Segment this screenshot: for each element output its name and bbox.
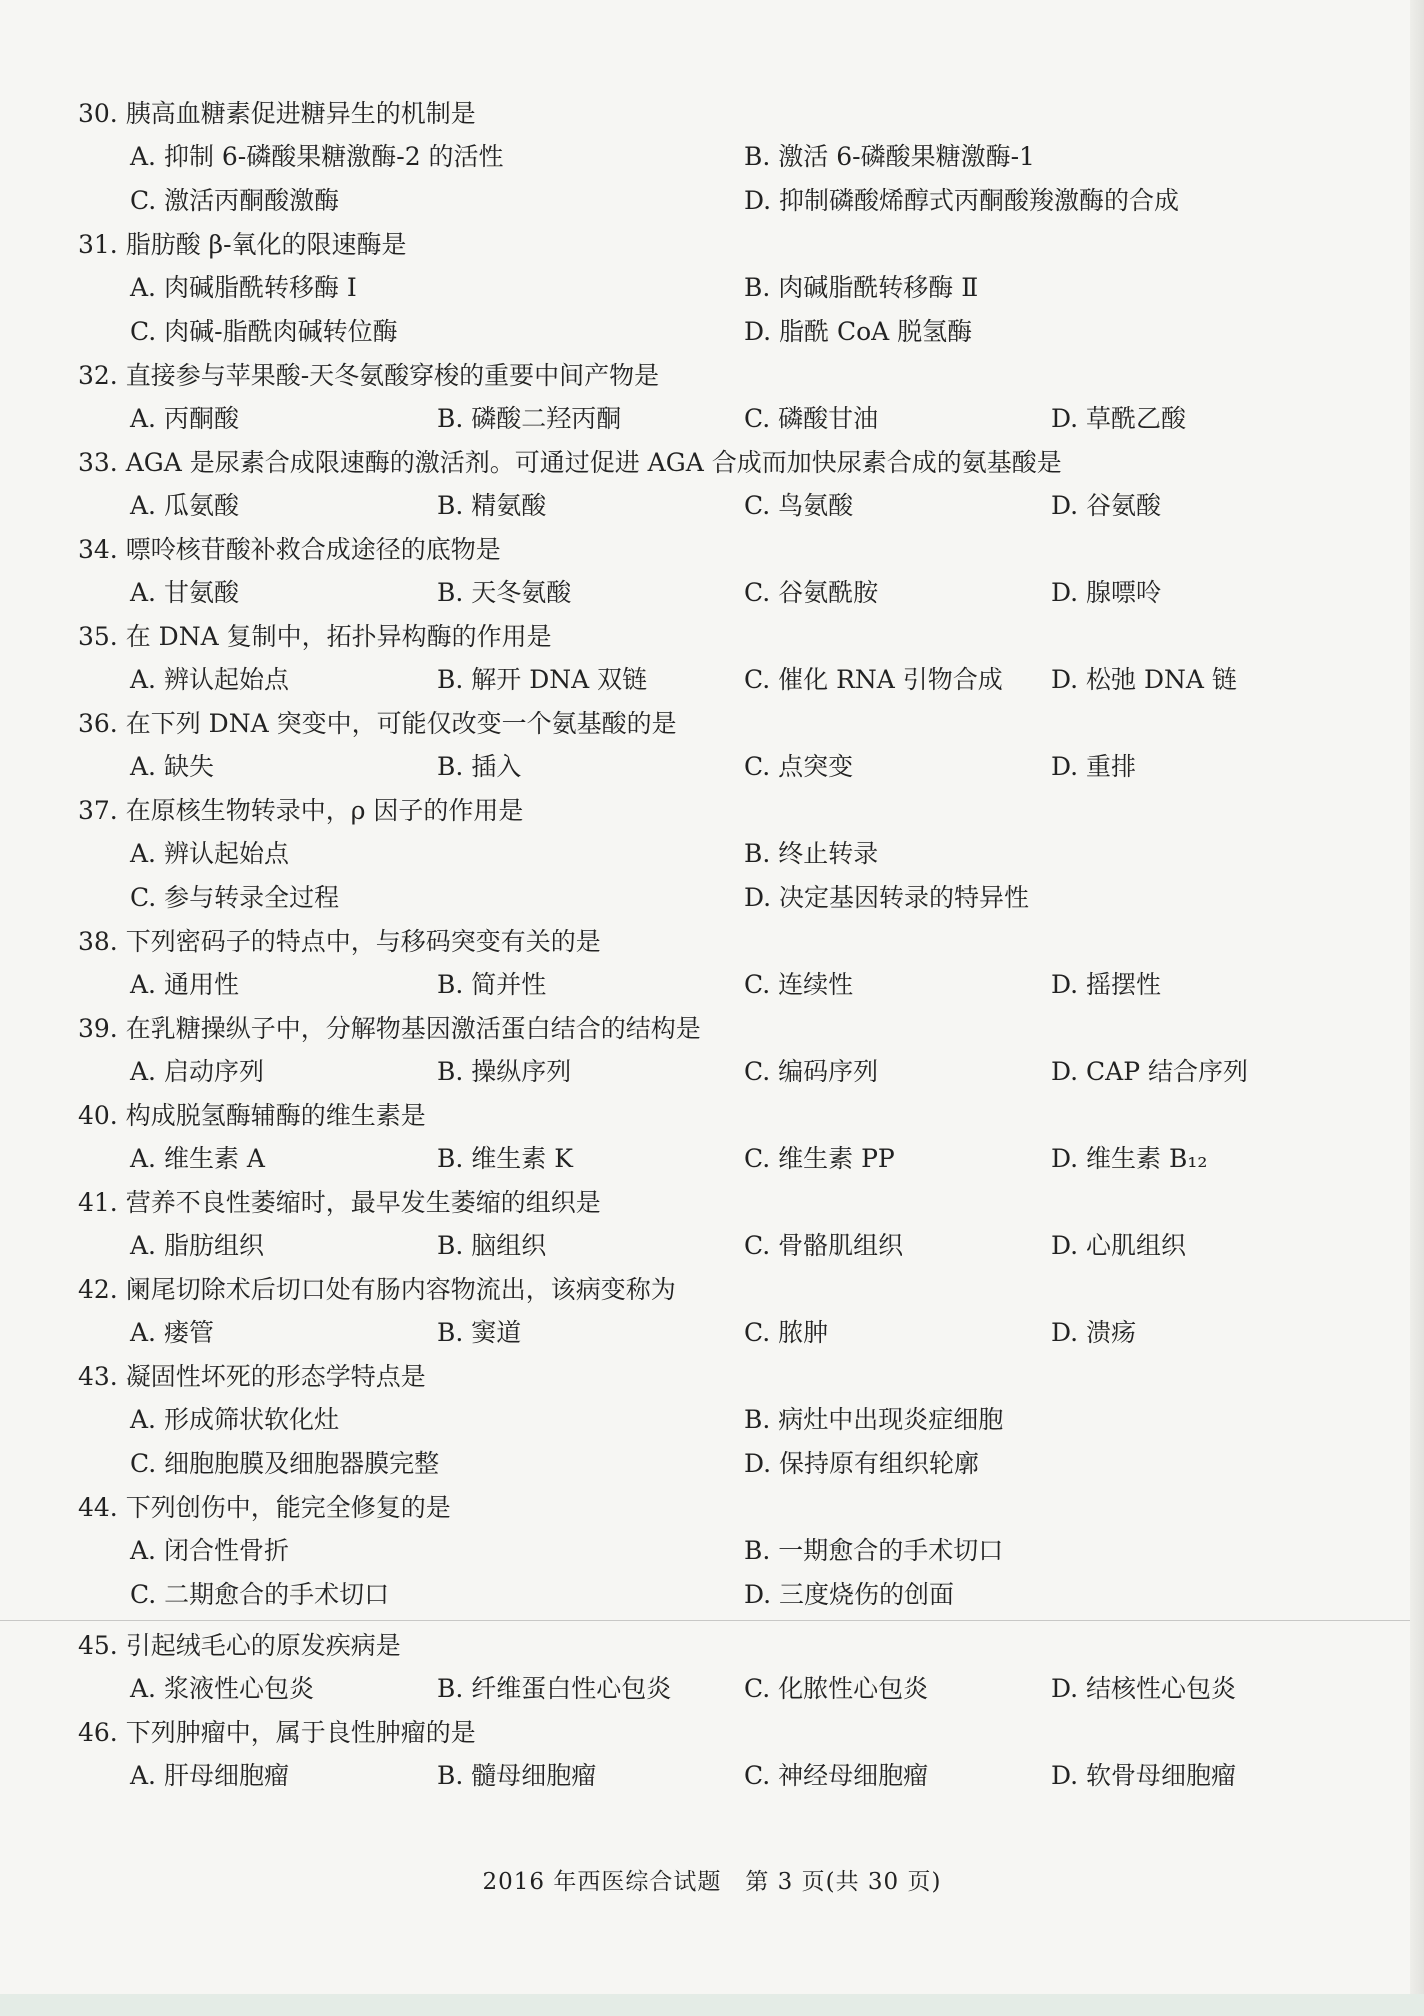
answer-option: C. 鸟氨酸	[744, 491, 854, 520]
option-group	[78, 832, 1378, 920]
answer-option: D. 结核性心包炎	[1051, 1674, 1237, 1703]
answer-option: A. 缺失	[130, 752, 214, 781]
question-item	[78, 1181, 1378, 1268]
page-edge	[1410, 0, 1424, 2016]
answer-option: D. 保持原有组织轮廓	[744, 1449, 980, 1478]
answer-option: B. 磷酸二羟丙酮	[437, 404, 622, 433]
answer-option: A. 瘘管	[130, 1318, 214, 1347]
answer-option: D. CAP 结合序列	[1051, 1057, 1248, 1086]
question-item	[78, 354, 1378, 441]
option-group	[78, 1529, 1378, 1617]
answer-option: B. 纤维蛋白性心包炎	[437, 1674, 672, 1703]
question-item	[78, 1624, 1378, 1711]
question-item	[78, 223, 1378, 354]
question-stem: 32. 直接参与苹果酸-天冬氨酸穿梭的重要中间产物是	[78, 361, 660, 390]
answer-option: B. 终止转录	[744, 839, 879, 868]
answer-option: C. 磷酸甘油	[744, 404, 879, 433]
question-stem: 35. 在 DNA 复制中，拓扑异构酶的作用是	[78, 622, 552, 651]
answer-option: A. 辨认起始点	[130, 665, 289, 694]
answer-option: D. 心肌组织	[1051, 1231, 1187, 1260]
question-stem: 30. 胰高血糖素促进糖异生的机制是	[78, 99, 476, 128]
option-group	[78, 266, 1378, 354]
option-group	[78, 963, 1378, 1007]
question-stem: 44. 下列创伤中，能完全修复的是	[78, 1493, 451, 1522]
option-group	[78, 1754, 1378, 1798]
question-stem: 39. 在乳糖操纵子中，分解物基因激活蛋白结合的结构是	[78, 1014, 701, 1043]
option-group	[78, 1137, 1378, 1181]
question-stem: 41. 营养不良性萎缩时，最早发生萎缩的组织是	[78, 1188, 601, 1217]
answer-option: A. 抑制 6-磷酸果糖激酶-2 的活性	[130, 142, 504, 171]
question-stem: 37. 在原核生物转录中，ρ 因子的作用是	[78, 796, 524, 825]
question-stem: 46. 下列肿瘤中，属于良性肿瘤的是	[78, 1718, 476, 1747]
question-stem: 42. 阑尾切除术后切口处有肠内容物流出，该病变称为	[78, 1275, 676, 1304]
answer-option: A. 脂肪组织	[130, 1231, 264, 1260]
answer-option: C. 连续性	[744, 970, 854, 999]
answer-option: C. 催化 RNA 引物合成	[744, 665, 1003, 694]
answer-option: B. 肉碱脂酰转移酶 Ⅱ	[744, 273, 979, 302]
question-stem: 40. 构成脱氢酶辅酶的维生素是	[78, 1101, 426, 1130]
question-item	[78, 528, 1378, 615]
option-group	[78, 1050, 1378, 1094]
option-group	[78, 1224, 1378, 1268]
answer-option: C. 化脓性心包炎	[744, 1674, 929, 1703]
answer-option: D. 脂酰 CoA 脱氢酶	[744, 317, 973, 346]
answer-option: C. 谷氨酰胺	[744, 578, 879, 607]
answer-option: D. 维生素 B₁₂	[1051, 1144, 1208, 1173]
answer-option: C. 细胞胞膜及细胞器膜完整	[130, 1449, 440, 1478]
question-item	[78, 702, 1378, 789]
question-stem: 33. AGA 是尿素合成限速酶的激活剂。可通过促进 AGA 合成而加快尿素合成的氨基酸是	[78, 448, 1062, 477]
question-list	[78, 92, 1378, 1798]
answer-option: D. 重排	[1051, 752, 1137, 781]
answer-option: D. 摇摆性	[1051, 970, 1162, 999]
answer-option: B. 窦道	[437, 1318, 522, 1347]
answer-option: A. 辨认起始点	[130, 839, 289, 868]
scan-bottom-band	[0, 1994, 1424, 2016]
answer-option: C. 参与转录全过程	[130, 883, 340, 912]
question-item	[78, 1268, 1378, 1355]
answer-option: B. 维生素 K	[437, 1144, 573, 1173]
answer-option: A. 启动序列	[130, 1057, 264, 1086]
answer-option: A. 肝母细胞瘤	[130, 1761, 289, 1790]
question-stem: 38. 下列密码子的特点中，与移码突变有关的是	[78, 927, 601, 956]
answer-option: A. 通用性	[130, 970, 239, 999]
answer-option: C. 二期愈合的手术切口	[130, 1580, 390, 1609]
answer-option: D. 腺嘌呤	[1051, 578, 1162, 607]
question-item	[78, 1486, 1378, 1617]
option-group	[78, 135, 1378, 223]
question-item	[78, 615, 1378, 702]
option-group	[78, 658, 1378, 702]
answer-option: D. 草酰乙酸	[1051, 404, 1187, 433]
answer-option: D. 软骨母细胞瘤	[1051, 1761, 1237, 1790]
answer-option: B. 插入	[437, 752, 522, 781]
option-group	[78, 571, 1378, 615]
answer-option: B. 天冬氨酸	[437, 578, 572, 607]
answer-option: B. 脑组织	[437, 1231, 547, 1260]
answer-option: C. 维生素 PP	[744, 1144, 895, 1173]
question-item	[78, 1007, 1378, 1094]
question-item	[78, 92, 1378, 223]
option-group	[78, 484, 1378, 528]
answer-option: C. 肉碱-脂酰肉碱转位酶	[130, 317, 398, 346]
option-group	[78, 397, 1378, 441]
answer-option: C. 骨骼肌组织	[744, 1231, 904, 1260]
answer-option: D. 决定基因转录的特异性	[744, 883, 1030, 912]
question-item	[78, 920, 1378, 1007]
page-footer: 2016 年西医综合试题 第 3 页(共 30 页)	[482, 1869, 942, 1895]
answer-option: A. 丙酮酸	[130, 404, 239, 433]
answer-option: A. 闭合性骨折	[130, 1536, 289, 1565]
question-item	[78, 1094, 1378, 1181]
answer-option: C. 激活丙酮酸激酶	[130, 186, 340, 215]
option-group	[78, 745, 1378, 789]
question-stem: 43. 凝固性坏死的形态学特点是	[78, 1362, 426, 1391]
answer-option: B. 解开 DNA 双链	[437, 665, 648, 694]
answer-option: C. 神经母细胞瘤	[744, 1761, 929, 1790]
question-stem: 36. 在下列 DNA 突变中，可能仅改变一个氨基酸的是	[78, 709, 677, 738]
answer-option: B. 髓母细胞瘤	[437, 1761, 597, 1790]
answer-option: A. 形成筛状软化灶	[130, 1405, 339, 1434]
answer-option: A. 甘氨酸	[130, 578, 239, 607]
answer-option: A. 肉碱脂酰转移酶 Ⅰ	[130, 273, 357, 302]
scan-fold-line	[0, 1620, 1424, 1621]
answer-option: B. 操纵序列	[437, 1057, 572, 1086]
question-stem: 31. 脂肪酸 β-氧化的限速酶是	[78, 230, 407, 259]
question-item	[78, 1711, 1378, 1798]
answer-option: B. 病灶中出现炎症细胞	[744, 1405, 1004, 1434]
answer-option: B. 一期愈合的手术切口	[744, 1536, 1004, 1565]
answer-option: C. 点突变	[744, 752, 854, 781]
answer-option: B. 精氨酸	[437, 491, 547, 520]
answer-option: B. 激活 6-磷酸果糖激酶-1	[744, 142, 1035, 171]
answer-option: C. 编码序列	[744, 1057, 879, 1086]
answer-option: D. 抑制磷酸烯醇式丙酮酸羧激酶的合成	[744, 186, 1180, 215]
answer-option: A. 瓜氨酸	[130, 491, 239, 520]
answer-option: D. 谷氨酸	[1051, 491, 1162, 520]
option-group	[78, 1667, 1378, 1711]
question-item	[78, 441, 1378, 528]
option-group	[78, 1398, 1378, 1486]
answer-option: C. 脓肿	[744, 1318, 829, 1347]
answer-option: A. 浆液性心包炎	[130, 1674, 314, 1703]
answer-option: A. 维生素 A	[130, 1144, 265, 1173]
answer-option: D. 溃疡	[1051, 1318, 1137, 1347]
option-group	[78, 1311, 1378, 1355]
question-item	[78, 789, 1378, 920]
question-stem: 45. 引起绒毛心的原发疾病是	[78, 1631, 401, 1660]
answer-option: D. 三度烧伤的创面	[744, 1580, 955, 1609]
answer-option: B. 简并性	[437, 970, 547, 999]
question-item	[78, 1355, 1378, 1486]
question-stem: 34. 嘌呤核苷酸补救合成途径的底物是	[78, 535, 501, 564]
answer-option: D. 松弛 DNA 链	[1051, 665, 1237, 694]
